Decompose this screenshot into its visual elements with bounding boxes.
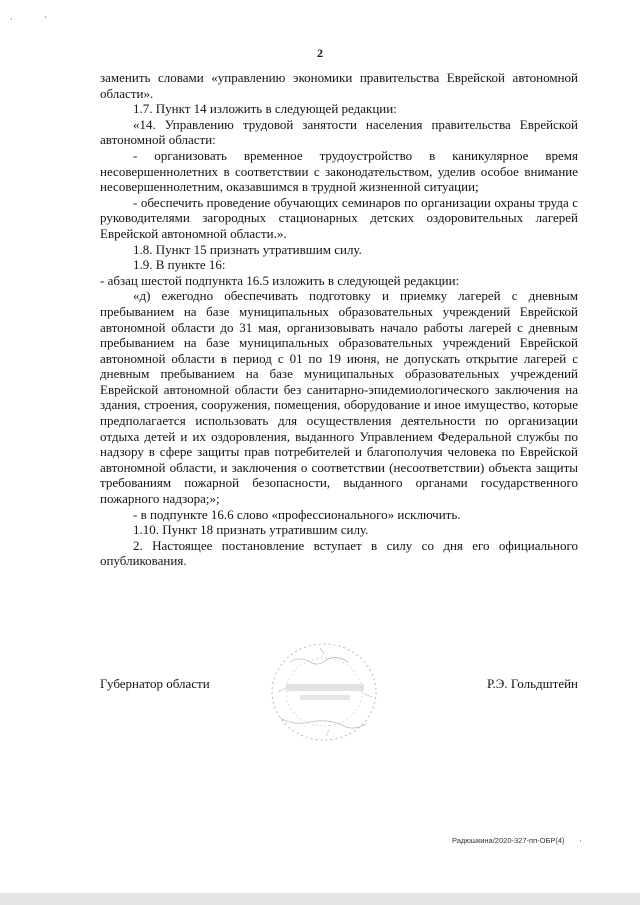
paragraph: - в подпункте 16.6 слово «профессионального» исключить.: [133, 506, 461, 522]
paragraph: «д) ежегодно обеспечивать подготовку и приемку лагерей с дневным пребыванием на базе муниципальных образовательных учреждений Еврейской автономной области до 31 мая, организовывать начало работы лагерей с дневным пребыванием на базе муниципальных образовательных учреждений Еврейской автономной области в период с 01 по 19 июня, не допускать открытие лагерей с дневным пребыванием на базе муниципальных образовательных учреждений Еврейской автономной области без санитарно-эпидемиологического заключения на здания, строения, сооружения, помещения, оборудование и иное имущество, которые предполагается использовать для осуществления деятельности по организации отдыха детей и их оздоровления, выданного Управлением Федеральной службы по надзору в сфере защиты прав потребителей и благополучия человека по Еврейской автономной области, и заключения о соответствии (несоответствии) объекта защиты требованиям пожарной безопасности, выданного органами государственного пожарного надзора;»;: [100, 288, 578, 507]
paragraph: «14. Управлению трудовой занятости населения правительства Еврейской автономной области:: [100, 116, 578, 148]
scan-artifact: ·: [10, 14, 13, 24]
official-seal-stamp: [260, 640, 390, 750]
signer-title: Губернатор области: [100, 676, 210, 691]
paragraph: 1.7. Пункт 14 изложить в следующей редакции:: [133, 101, 397, 117]
page-number: 2: [317, 46, 323, 60]
paragraph: заменить словами «управлению экономики правительства Еврейской автономной области».: [100, 70, 578, 101]
scan-artifact: ·: [44, 12, 47, 22]
paragraph: 2. Настоящее постановление вступает в силу со дня его официального опубликования.: [100, 537, 578, 569]
scan-artifact: ·: [579, 836, 582, 846]
paragraph: - организовать временное трудоустройство в каникулярное время несовершеннолетних в соответствии с законодательством, уделив особое внимание несовершеннолетним, оказавшимся в трудной жизненной ситуации;: [100, 147, 578, 195]
paragraph: 1.10. Пункт 18 признать утратившим силу.: [133, 522, 369, 538]
signer-name: Р.Э. Гольдштейн: [486, 676, 578, 691]
paragraph: - обеспечить проведение обучающих семинаров по организации охраны труда с руководителями загородных стационарных детских оздоровительных лагерей Еврейской автономной области.».: [100, 194, 578, 241]
document-body: [100, 70, 578, 569]
document-reference: Радюшкина/2020-327-пп-ОБР(4): [452, 836, 565, 845]
signature-block: [100, 672, 578, 752]
scan-bottom-edge: [0, 893, 640, 905]
paragraph: 1.8. Пункт 15 признать утратившим силу.: [133, 241, 362, 257]
paragraph: - абзац шестой подпункта 16.5 изложить в следующей редакции:: [100, 272, 460, 288]
paragraph: 1.9. В пункте 16:: [133, 257, 226, 273]
